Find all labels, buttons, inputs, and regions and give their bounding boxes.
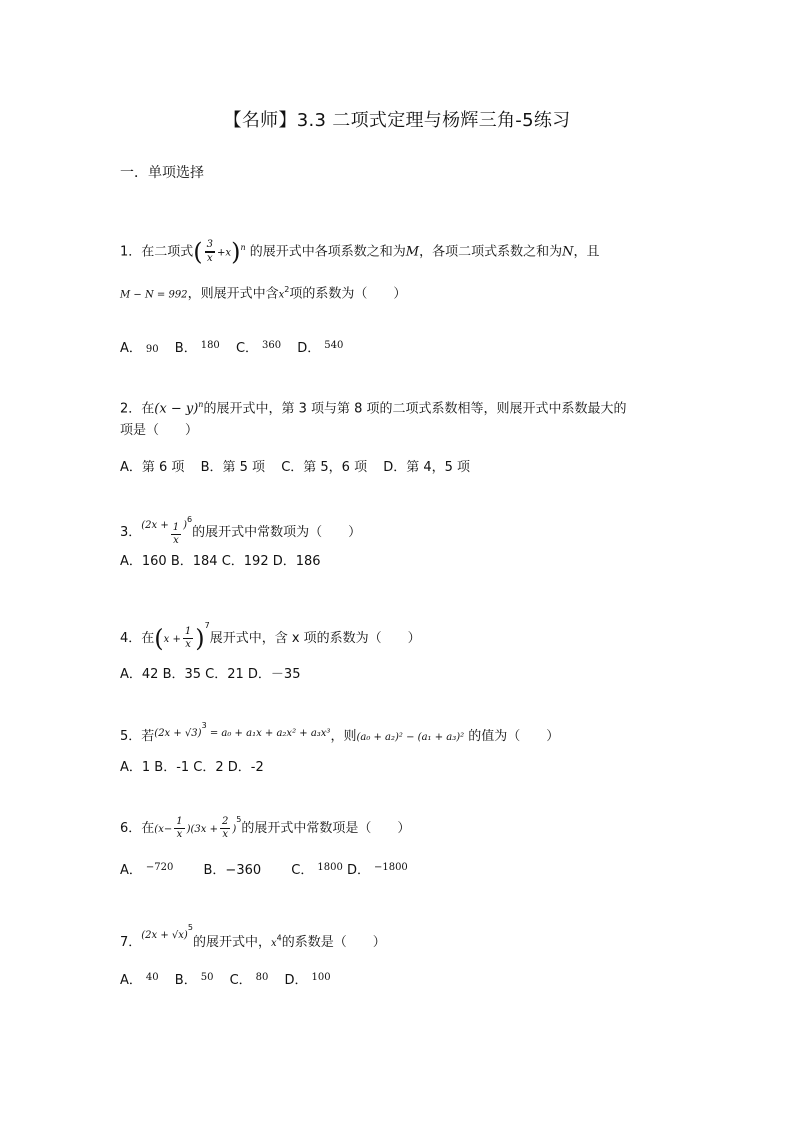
question-text: 的展开式中常数项是（ ） — [241, 821, 411, 836]
page-title: 【名师】3.3 二项式定理与杨辉三角-5练习 — [223, 110, 571, 131]
question-2: 2．在$(x - y)^n$的展开式中，第 3 项与第 8 项的二项式系数相等，则展开式中系数最大的 — [120, 400, 627, 417]
fraction: $\frac{1}{x}$ — [176, 816, 183, 840]
question-number: 6． — [120, 821, 142, 836]
question-text: ，各项二项式系数之和为 — [419, 244, 563, 260]
question-3: 3．$^{(2x +}$ $\frac{1}{x}$ $^{)6}$的展开式中常数项为（ ） — [120, 515, 362, 546]
question-5-options: A．1 B．-1 C．2 D．-2 — [120, 760, 264, 775]
question-2-line-2: 项是（ ） — [120, 423, 199, 438]
question-7: 7．$^{(2x + √x)5}$的展开式中，$x^4$的系数是（ ） — [120, 923, 386, 950]
question-6-options: A． $^{-720}$ B．−360 C． $^{1800}$ D． $^{-1800}$ — [120, 862, 408, 878]
question-6: 6．在(x− $\frac{1}{x}$ )(3x + $\frac{2}{x}$ )$^5$的展开式中常数项是（ ） — [120, 815, 411, 840]
question-text: 的展开式中常数项为（ ） — [192, 525, 362, 540]
question-1: 1．在二项式( $\frac{3}{x}$ +x)$^n$ 的展开式中各项系数之和为M，各项二项式系数之和为N，且 — [120, 237, 600, 266]
question-text: 的展开式中，第 3 项与第 8 项的二项式系数相等，则展开式中系数最大的 — [203, 401, 627, 417]
question-3-options: A．160 B．184 C．192 D．186 — [120, 554, 321, 569]
question-number: 3． — [120, 525, 142, 540]
question-7-options: A． $^{40}$ B． $^{50}$ C． $^{80}$ D． $^{100}$ — [120, 972, 331, 988]
question-5: 5．若$^{(2x + √3)3}$ $^{= a_0 + a_1x + a_2x^2 + a_3x^3}$，则(a₀ + a₂)² − (a₁ + a₃)² 的值为（ ） — [120, 721, 560, 744]
question-text: ，且 — [573, 244, 600, 260]
question-4-options: A．42 B．35 C．21 D．－35 — [120, 667, 301, 682]
fraction: $\frac{3}{x}$ — [206, 238, 214, 264]
section-heading: 一．单项选择 — [120, 165, 204, 181]
question-text: 展开式中，含 x 项的系数为（ ） — [209, 631, 421, 646]
question-4: 4．在(x + $\frac{1}{x}$ )$^7$展开式中，含 x 项的系数为（ ） — [120, 621, 421, 653]
fraction: $\frac{2}{x}$ — [221, 816, 229, 840]
question-text: 的展开式中各项系数之和为 — [245, 244, 406, 260]
question-number: 5． — [120, 729, 142, 744]
question-text: 的值为（ ） — [464, 729, 560, 744]
question-number: 1． — [120, 244, 142, 260]
fraction: $\frac{1}{x}$ — [184, 626, 192, 650]
question-number: 4． — [120, 631, 142, 646]
question-1-line-2: M − N = 992，则展开式中含$x^2$项的系数为（ ） — [120, 285, 407, 302]
question-number: 7． — [120, 935, 142, 950]
question-text: 在二项式 — [141, 244, 194, 260]
question-number: 2． — [120, 401, 142, 417]
question-text: 的系数是（ ） — [281, 935, 386, 950]
fraction: $\frac{1}{x}$ — [172, 522, 180, 546]
question-2-options: A．第 6 项 B．第 5 项 C．第 5，6 项 D．第 4，5 项 — [120, 460, 471, 475]
question-1-options: A． 90 B． $^{180}$ C． $^{360}$ D． $^{540}$ — [120, 340, 344, 356]
